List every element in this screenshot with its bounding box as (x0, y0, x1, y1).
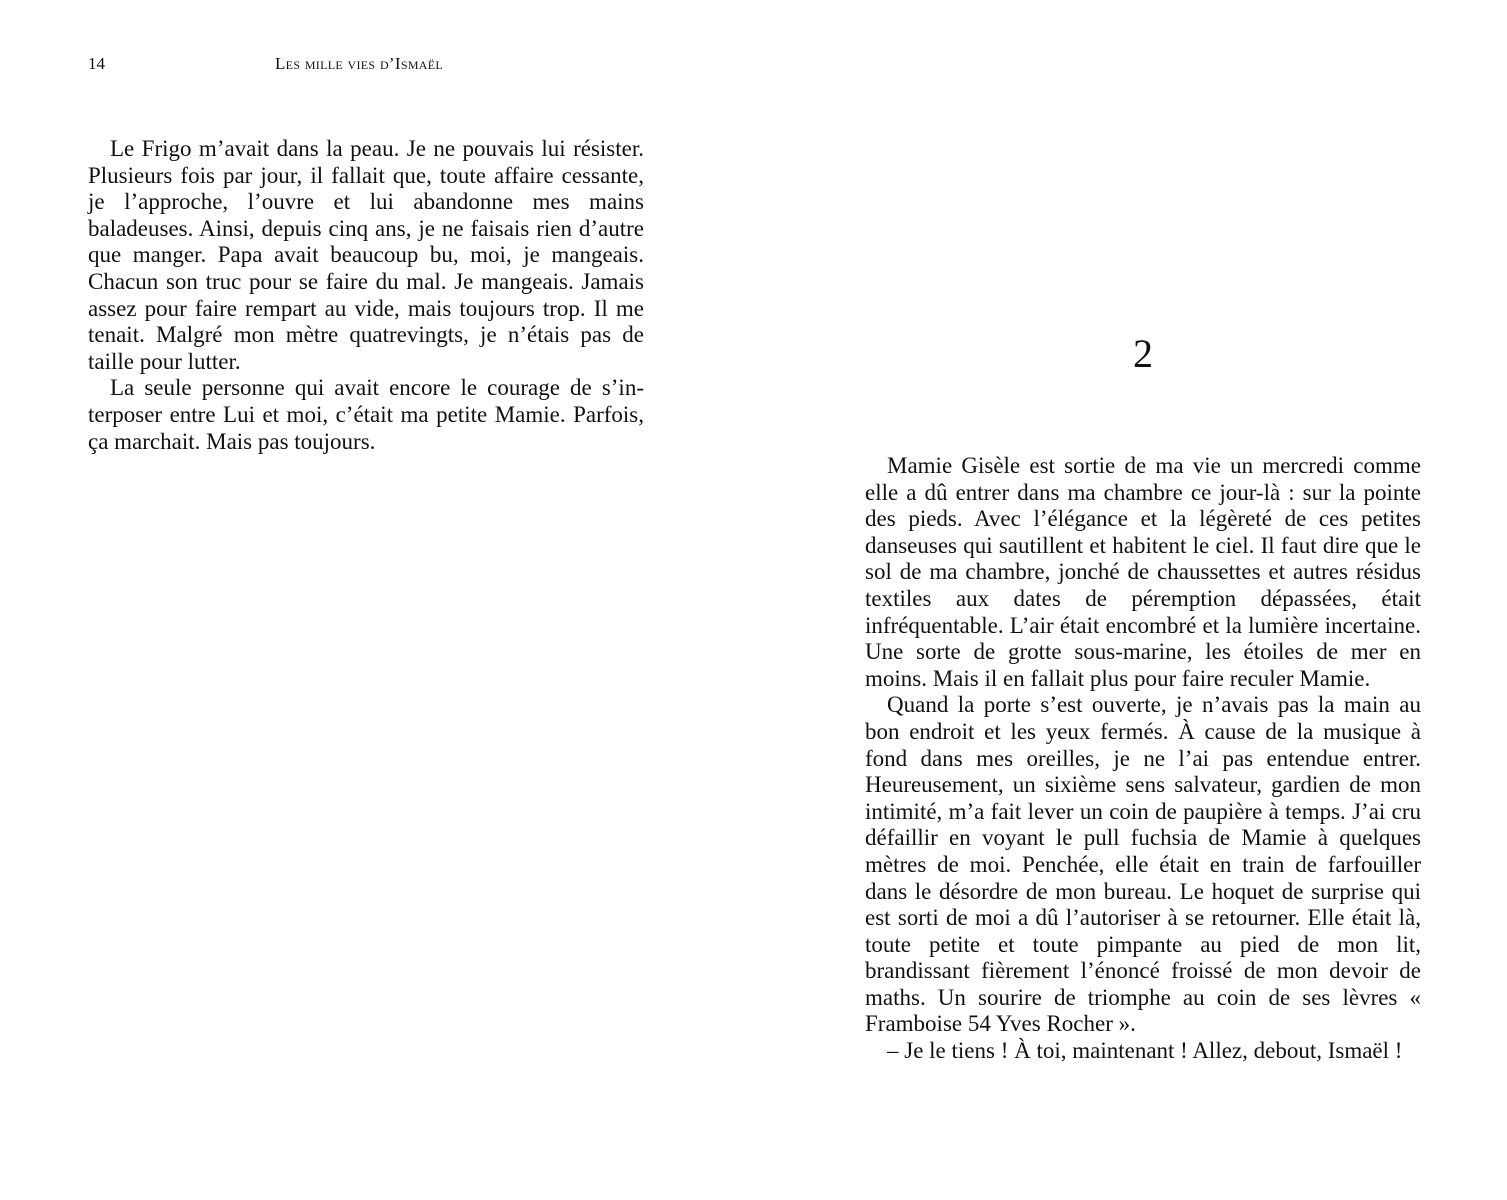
running-title: Les mille vies d’Ismaël (275, 54, 444, 73)
chapter-number: 2 (1133, 331, 1153, 376)
paragraph: Le Frigo m’avait dans la peau. Je ne pouvais lui résister. Plusieurs fois par jour, il fallait que, toute affaire cessante, je l’approche, l’ouvre et lui abandonne mes mains baladeuses. Ainsi, depuis cinq ans, je ne faisais rien d’autre que manger. Papa avait beaucoup bu, moi, je mangeais. Chacun son truc pour se faire du mal. Je mangeais. Jamais assez pour faire rempart au vide, mais toujours trop. Il me tenait. Malgré mon mètre quatrevingts, je n’étais pas de taille pour lutter. (88, 136, 644, 374)
dialogue-line: – Je le tiens ! À toi, maintenant ! Allez, debout, Ismaël ! (887, 1038, 1403, 1064)
left-page (0, 0, 753, 1200)
left-page-body (88, 136, 644, 455)
paragraph: Mamie Gisèle est sortie de ma vie un mercredi comme elle a dû entrer dans ma chambre ce jour-là : sur la pointe des pieds. Avec l’élégance et la légèreté de ces petites danseuses qui sautillent et habitent le ciel. Il faut dire que le sol de ma chambre, jonché de chaussettes et autres résidus textiles aux dates de péremption dépassées, était infréquentable. L’air était encombré et la lumière incertaine. Une sorte de grotte sous-marine, les étoiles de mer en moins. Mais il en fallait plus pour faire reculer Mamie. (865, 453, 1421, 691)
page-number: 14 (88, 54, 105, 73)
right-page (753, 0, 1507, 1200)
paragraph: Quand la porte s’est ouverte, je n’avais pas la main au bon endroit et les yeux fermés. À cause de la musique à fond dans mes oreilles, je ne l’ai pas entendue entrer. Heureusement, un sixième sens salvateur, gardien de mon intimité, m’a fait lever un coin de paupière à temps. J’ai cru défaillir en voyant le pull fuchsia de Mamie à quelques mètres de moi. Penchée, elle était en train de farfouiller dans le désordre de mon bureau. Le hoquet de surprise qui est sorti de moi a dû l’autoriser à se retourner. Elle était là, toute petite et toute pimpante au pied de mon lit, brandissant fièrement l’énoncé froissé de mon devoir de maths. Un sourire de triomphe au coin de ses lèvres « Framboise 54 Yves Rocher ». (865, 692, 1421, 1037)
right-page-body (865, 453, 1421, 1065)
paragraph: La seule personne qui avait encore le courage de s’interposer entre Lui et moi, c’était ma petite Mamie. Parfois, ça marchait. Mais pas toujours. (88, 375, 644, 454)
running-head (88, 52, 648, 76)
